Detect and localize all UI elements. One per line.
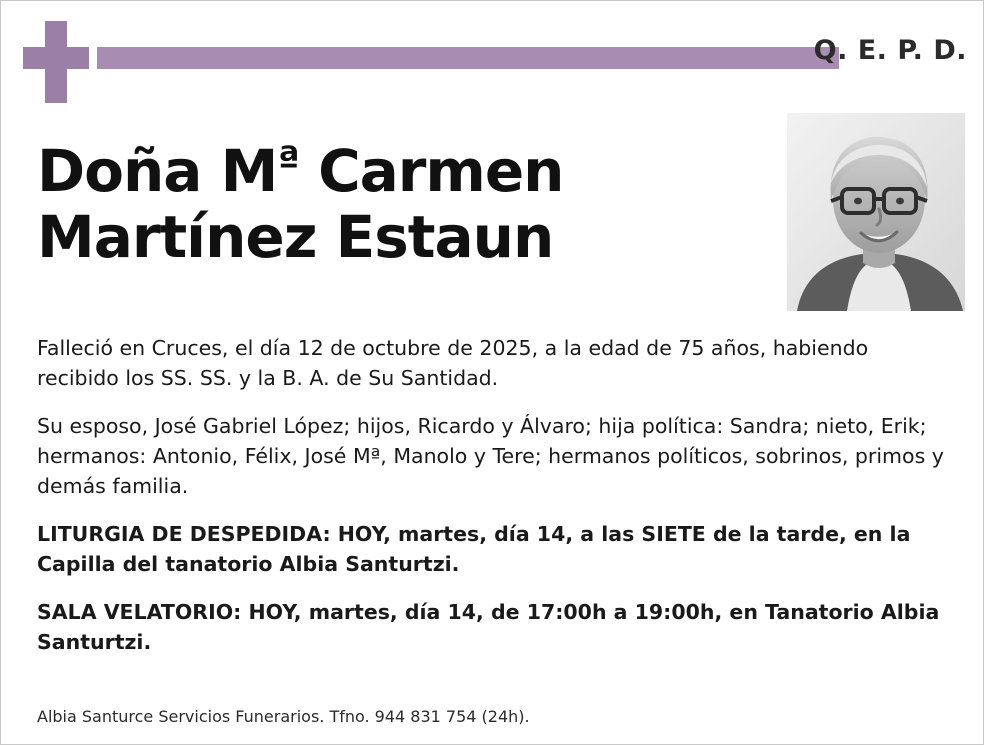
name-prefix: Doña M xyxy=(37,137,278,205)
paragraph-death-notice: Falleció en Cruces, el día 12 de octubre de 2025, a la edad de 75 años, habiendo recibido los SS. SS. y la B. A. de Su Santidad. xyxy=(37,336,869,390)
paragraph-wake-room: SALA VELATORIO: HOY, martes, día 14, de 17:00h a 19:00h, en Tanatorio Albia Santurtzi. xyxy=(37,600,940,654)
name-given: Carmen xyxy=(298,137,564,205)
qepd-label: Q. E. P. D. xyxy=(813,35,967,66)
obituary-body xyxy=(37,333,953,675)
funeral-home-footer: Albia Santurce Servicios Funerarios. Tfno. 944 831 754 (24h). xyxy=(37,707,530,726)
deceased-name-line-1 xyxy=(37,129,777,204)
name-ordinal-suffix: ª xyxy=(277,139,299,185)
cross-icon xyxy=(23,21,89,103)
paragraph-liturgy: LITURGIA DE DESPEDIDA: HOY, martes, día 14, a las SIETE de la tarde, en la Capilla del tanatorio Albia Santurtzi. xyxy=(37,522,911,576)
deceased-name-line-2: Martínez Estaun xyxy=(37,203,554,271)
header-band xyxy=(1,1,984,111)
portrait-photo xyxy=(787,113,965,311)
header-rule xyxy=(97,47,839,69)
cross-horizontal-bar xyxy=(23,47,89,69)
portrait-illustration xyxy=(787,113,965,311)
deceased-name xyxy=(37,129,777,270)
paragraph-family-list: Su esposo, José Gabriel López; hijos, Ricardo y Álvaro; hija política: Sandra; nieto, Erik; hermanos: Antonio, Félix, José Mª, Manolo y Tere; hermanos políticos, sobrinos, primos y demás familia. xyxy=(37,414,944,498)
